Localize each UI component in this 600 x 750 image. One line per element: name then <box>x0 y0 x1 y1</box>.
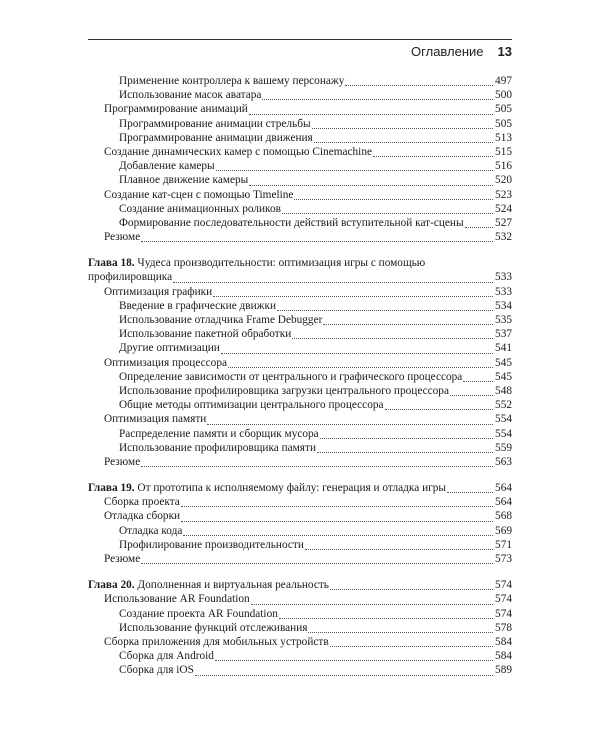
chapter-heading[interactable] <box>88 578 512 592</box>
dot-leader <box>308 632 493 633</box>
dot-leader <box>141 563 493 564</box>
dot-leader <box>373 156 493 157</box>
toc-entry[interactable] <box>88 495 512 509</box>
toc-entry-title: Использование профилировщика памяти <box>119 441 316 454</box>
chapter-page: 574 <box>495 579 512 592</box>
toc-entry-title: Резюме <box>104 455 141 468</box>
dot-leader <box>173 282 493 283</box>
toc-entry[interactable] <box>88 131 512 145</box>
dot-leader <box>282 213 493 214</box>
toc-entry-title: Оптимизация процессора <box>104 356 227 369</box>
toc-entry[interactable] <box>88 621 512 635</box>
toc-entry-title: Программирование анимации стрельбы <box>119 117 311 130</box>
toc-entry-title: Определение зависимости от центрального и графического процессора <box>119 370 463 383</box>
toc-entry[interactable] <box>88 427 512 441</box>
toc-entry-page: 552 <box>495 399 512 412</box>
chapter-title <box>88 482 446 494</box>
toc-entry[interactable] <box>88 117 512 131</box>
toc-entry[interactable] <box>88 398 512 412</box>
toc-entry-page: 513 <box>495 131 512 144</box>
chapter-title-text: От прототипа к исполняемому файлу: генерация и отладка игры <box>134 482 447 495</box>
dot-leader <box>279 618 493 619</box>
chapter-heading[interactable] <box>88 481 512 495</box>
toc-entry[interactable] <box>88 216 512 230</box>
dot-leader <box>385 409 494 410</box>
toc-entry-title: Использование масок аватара <box>119 89 262 102</box>
toc-entry-title: Использование пакетной обработки <box>119 328 292 341</box>
dot-leader <box>183 535 493 536</box>
dot-leader <box>213 296 493 297</box>
page-number: 13 <box>497 44 512 59</box>
toc-entry-title: Общие методы оптимизации центрального процессора <box>119 399 384 412</box>
toc-entry-title: Создание анимационных роликов <box>119 202 281 215</box>
toc-entry-title: Применение контроллера к вашему персонажу <box>119 75 345 87</box>
toc-entry[interactable] <box>88 74 512 88</box>
toc-entry-page: 523 <box>495 188 512 201</box>
toc-entry-title: Распределение памяти и сборщик мусора <box>119 427 319 440</box>
toc-entry[interactable] <box>88 341 512 355</box>
toc-entry[interactable] <box>88 202 512 216</box>
dot-leader <box>465 227 493 228</box>
toc-entry[interactable] <box>88 88 512 102</box>
toc-entry-page: 545 <box>495 370 512 383</box>
toc-entry-title: Программирование анимаций <box>104 103 248 116</box>
toc-entry[interactable] <box>88 441 512 455</box>
toc-entry[interactable] <box>88 356 512 370</box>
toc-entry-title: Резюме <box>104 231 141 244</box>
toc-entry-page: 537 <box>495 328 512 341</box>
dot-leader <box>292 338 493 339</box>
toc-entry-page: 515 <box>495 145 512 158</box>
toc-entry[interactable] <box>88 538 512 552</box>
toc-entry-title: Программирование анимации движения <box>119 131 313 144</box>
toc-entry-title: Оптимизация графики <box>104 285 213 298</box>
dot-leader <box>323 324 493 325</box>
toc-entry-page: 532 <box>495 231 512 244</box>
toc-entry[interactable] <box>88 524 512 538</box>
toc-entry-title: Плавное движение камеры <box>119 174 249 187</box>
toc-entry-title: Отладка кода <box>119 524 183 537</box>
toc-entry-page: 574 <box>495 607 512 620</box>
dot-leader <box>330 589 493 590</box>
dot-leader <box>216 170 493 171</box>
toc-entry-title: Введение в графические движки <box>119 299 277 312</box>
running-head-title: Оглавление <box>411 44 484 59</box>
dot-leader <box>141 241 493 242</box>
toc-entry-page: 569 <box>495 524 512 537</box>
toc-entry[interactable] <box>88 412 512 426</box>
dot-leader <box>215 660 493 661</box>
toc-entry-page: 533 <box>495 285 512 298</box>
header-rule <box>88 39 512 40</box>
dot-leader <box>312 128 493 129</box>
toc-entry[interactable] <box>88 607 512 621</box>
toc-section <box>88 481 512 566</box>
toc-entry-page: 533 <box>495 271 512 284</box>
dot-leader <box>320 438 493 439</box>
toc-entry-page: 571 <box>495 538 512 551</box>
toc-entry-title: Использование функций отслеживания <box>119 621 308 634</box>
dot-leader <box>463 381 493 382</box>
dot-leader <box>228 367 493 368</box>
toc-entry-title: Другие оптимизации <box>119 342 220 355</box>
toc-entry-page: 568 <box>495 510 512 523</box>
dot-leader <box>277 310 493 311</box>
toc-section <box>88 256 512 469</box>
toc-entry-title: Резюме <box>104 553 141 566</box>
toc-entry-title: Создание кат-сцен с помощью Timeline <box>104 188 294 201</box>
toc-entry[interactable] <box>88 102 512 116</box>
toc-entry-page: 516 <box>495 160 512 173</box>
dot-leader <box>207 424 493 425</box>
dot-leader <box>141 466 493 467</box>
toc-entry-page: 564 <box>495 496 512 509</box>
toc-entry-title: Использование отладчика Frame Debugger <box>119 314 323 327</box>
toc-entry-title: Сборка проекта <box>104 496 180 509</box>
toc-entry-title: Сборка для Android <box>119 650 214 663</box>
toc-entry-title: Создание проекта AR Foundation <box>119 607 278 620</box>
toc-entry[interactable] <box>88 370 512 384</box>
toc-entry-page: 563 <box>495 455 512 468</box>
dot-leader <box>305 549 493 550</box>
dot-leader <box>330 646 493 647</box>
dot-leader <box>317 452 493 453</box>
table-of-contents <box>88 74 512 678</box>
dot-leader <box>251 604 493 605</box>
dot-leader <box>221 353 493 354</box>
dot-leader <box>314 142 493 143</box>
toc-entry-page: 545 <box>495 356 512 369</box>
toc-entry-title: Оптимизация памяти <box>104 413 207 426</box>
toc-entry[interactable] <box>88 592 512 606</box>
toc-entry-title: Сборка приложения для мобильных устройств <box>104 635 329 648</box>
toc-entry[interactable] <box>88 145 512 159</box>
toc-entry[interactable] <box>88 299 512 313</box>
toc-entry-page: 524 <box>495 202 512 215</box>
toc-entry-page: 500 <box>495 89 512 102</box>
chapter-label: Глава 18. <box>88 257 135 270</box>
dot-leader <box>294 199 493 200</box>
dot-leader <box>195 675 493 676</box>
toc-entry[interactable] <box>88 313 512 327</box>
toc-entry[interactable] <box>88 327 512 341</box>
toc-entry-page: 574 <box>495 593 512 606</box>
toc-entry[interactable] <box>88 384 512 398</box>
dot-leader <box>447 492 493 493</box>
dot-leader <box>181 521 493 522</box>
toc-entry-title: профилировщика <box>88 271 173 284</box>
toc-entry[interactable] <box>88 663 512 677</box>
toc-entry[interactable] <box>88 159 512 173</box>
toc-entry[interactable] <box>88 552 512 566</box>
toc-entry-title: Формирование последовательности действий вступительной кат-сцены <box>119 216 464 229</box>
toc-entry-title: Создание динамических камер с помощью Cinemachine <box>104 145 372 158</box>
chapter-label: Глава 20. <box>88 579 135 592</box>
dot-leader <box>262 99 493 100</box>
toc-entry-title: Сборка для iOS <box>119 664 194 677</box>
chapter-heading-continuation[interactable] <box>88 270 512 284</box>
toc-entry-page: 505 <box>495 103 512 116</box>
toc-entry-page: 554 <box>495 427 512 440</box>
toc-entry[interactable] <box>88 509 512 523</box>
chapter-label: Глава 19. <box>88 482 135 495</box>
chapter-page: 564 <box>495 482 512 495</box>
toc-entry[interactable] <box>88 649 512 663</box>
toc-entry-page: 541 <box>495 342 512 355</box>
toc-entry-page: 573 <box>495 553 512 566</box>
toc-entry[interactable] <box>88 230 512 244</box>
toc-entry-page: 554 <box>495 413 512 426</box>
toc-entry-page: 497 <box>495 75 512 87</box>
toc-entry-page: 584 <box>495 635 512 648</box>
toc-entry-title: Отладка сборки <box>104 510 181 523</box>
chapter-heading[interactable] <box>88 256 512 270</box>
toc-entry-title: Использование профилировщика загрузки центрального процессора <box>119 384 449 397</box>
toc-entry[interactable] <box>88 455 512 469</box>
toc-entry[interactable] <box>88 173 512 187</box>
toc-entry-page: 559 <box>495 441 512 454</box>
dot-leader <box>249 114 493 115</box>
running-head <box>411 44 512 59</box>
toc-entry[interactable] <box>88 285 512 299</box>
toc-entry-page: 527 <box>495 216 512 229</box>
chapter-title: Чудеса производительности: оптимизация игры с помощью <box>134 257 426 270</box>
toc-entry-page: 548 <box>495 384 512 397</box>
toc-entry-page: 584 <box>495 650 512 663</box>
dot-leader <box>450 395 493 396</box>
chapter-title-text: Дополненная и виртуальная реальность <box>134 579 329 592</box>
toc-entry-title: Добавление камеры <box>119 160 215 173</box>
toc-entry-page: 534 <box>495 299 512 312</box>
toc-entry-page: 535 <box>495 314 512 327</box>
toc-entry-page: 520 <box>495 174 512 187</box>
chapter-title <box>88 579 329 591</box>
dot-leader <box>345 85 493 86</box>
toc-entry[interactable] <box>88 188 512 202</box>
dot-leader <box>181 506 493 507</box>
toc-section <box>88 578 512 677</box>
toc-entry-page: 578 <box>495 621 512 634</box>
toc-entry-title: Профилирование производительности <box>119 538 304 551</box>
toc-section <box>88 74 512 244</box>
dot-leader <box>249 185 493 186</box>
toc-entry[interactable] <box>88 635 512 649</box>
toc-entry-title: Использование AR Foundation <box>104 593 250 606</box>
toc-entry-page: 505 <box>495 117 512 130</box>
toc-entry-page: 589 <box>495 664 512 677</box>
